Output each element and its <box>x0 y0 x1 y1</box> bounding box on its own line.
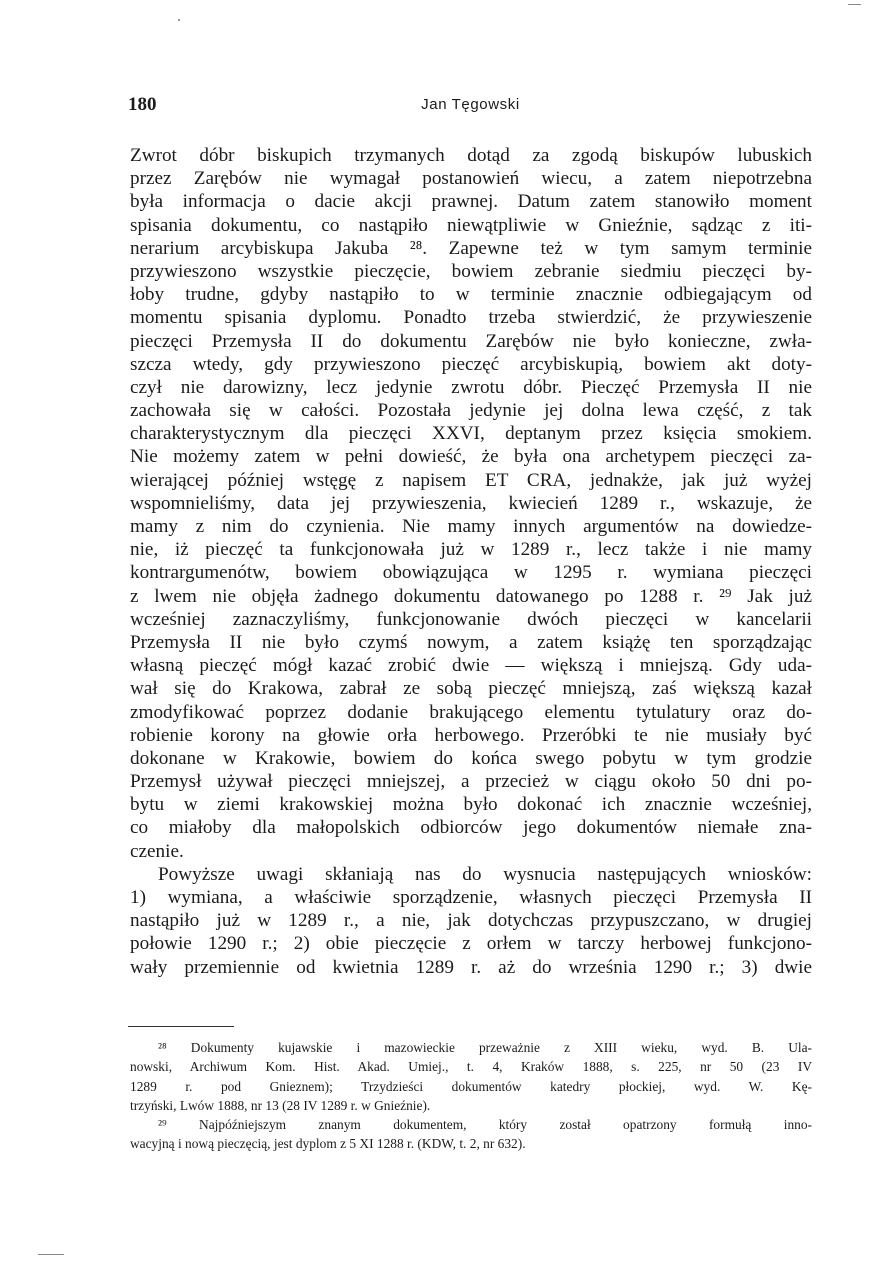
text-line: momentu spisania dyplomu. Ponadto trzeba stwierdzić, że przywieszenie <box>130 307 812 329</box>
page-header <box>128 94 813 124</box>
text-line: z lwem nie objęła żadnego dokumentu datowanego po 1288 r. ²⁹ Jak już <box>130 585 812 607</box>
body-text <box>130 144 812 979</box>
text-line: łoby trudne, gdyby nastąpiło to w terminie znacznie odbiegającym od <box>130 284 812 306</box>
footnotes <box>130 1038 812 1154</box>
running-head: Jan Tęgowski <box>421 96 520 113</box>
text-line: bytu w ziemi krakowskiej można było dokonać ich znacznie wcześniej, <box>130 794 812 816</box>
text-line: mamy z nim do czynienia. Nie mamy innych argumentów na dowiedze- <box>130 516 812 537</box>
text-line: własną pieczęć mógł kazać zrobić dwie — większą i mniejszą. Gdy uda- <box>130 655 812 677</box>
footnote-line: wacyjną i nową pieczęcią, jest dyplom z 5 XI 1288 r. (KDW, t. 2, nr 632). <box>130 1136 526 1152</box>
text-line: 1) wymiana, a właściwie sporządzenie, własnych pieczęci Przemysła II <box>130 887 812 908</box>
text-line: wały przemiennie od kwietnia 1289 r. aż do września 1290 r.; 3) dwie <box>130 956 812 978</box>
text-line: Nie możemy zatem w pełni dowieść, że była ona archetypem pieczęci za- <box>130 446 812 468</box>
footnote-line: ²⁸ Dokumenty kujawskie i mazowieckie przeważnie z XIII wieku, wyd. B. Ula- <box>158 1040 812 1055</box>
text-line: była informacja o dacie akcji prawnej. Datum zatem stanowiło moment <box>130 191 812 213</box>
footnote-line: trzyński, Lwów 1888, nr 13 (28 IV 1289 r. w Gnieźnie). <box>130 1097 431 1113</box>
text-line: kontrargumenótw, bowiem obowiązująca w 1295 r. wymiana pieczęci <box>130 562 812 584</box>
text-line: nie, iż pieczęć ta funkcjonowała już w 1289 r., lecz także i nie mamy <box>130 539 812 561</box>
scan-artifact-dot <box>178 19 180 21</box>
scan-artifact-dash <box>38 1254 64 1255</box>
text-line: wspomnieliśmy, data jej przywieszenia, kwiecień 1289 r., wskazuje, że <box>130 492 812 514</box>
text-line: połowie 1290 r.; 2) obie pieczęcie z orłem w tarczy herbowej funkcjono- <box>130 933 812 955</box>
text-line: robienie korony na głowie orła herbowego. Przeróbki te nie musiały być <box>130 724 812 746</box>
text-line: nerarium arcybiskupa Jakuba ²⁸. Zapewne też w tym samym terminie <box>130 237 812 259</box>
text-line: Powyższe uwagi skłaniają nas do wysnucia następujących wniosków: <box>158 863 812 885</box>
text-line: co miałoby dla małopolskich odbiorców jego dokumentów niemałe zna- <box>130 817 812 839</box>
text-line: zmodyfikować poprzez dodanie brakującego elementu tytulatury oraz do- <box>130 701 812 723</box>
text-line: Przemysł używał pieczęci mniejszej, a przecież w ciągu około 50 dni po- <box>130 771 812 793</box>
text-line: nastąpiło już w 1289 r., a nie, jak dotychczas przypuszczano, w drugiej <box>130 910 812 932</box>
footnote-line: nowski, Archiwum Kom. Hist. Akad. Umiej., t. 4, Kraków 1888, s. 225, nr 50 (23 IV <box>130 1059 812 1075</box>
text-line: czył nie darowizny, lecz jedynie zwrotu dóbr. Pieczęć Przemysła II nie <box>130 376 812 398</box>
footnote-line: ²⁹ Najpóźniejszym znanym dokumentem, który został opatrzony formułą inno- <box>158 1117 812 1133</box>
text-line: szcza wtedy, gdy przywieszono pieczęć arcybiskupią, bowiem akt doty- <box>130 353 812 375</box>
text-line: pieczęci Przemysła II do dokumentu Zarębów nie było konieczne, zwła- <box>130 330 812 352</box>
text-line: Zwrot dóbr biskupich trzymanych dotąd za zgodą biskupów lubuskich <box>130 145 812 166</box>
text-line: zachowała się w całości. Pozostała jedynie jej dolna lewa część, z tak <box>130 400 812 422</box>
text-line: spisania dokumentu, co nastąpiło niewątpliwie w Gnieźnie, sądząc z iti- <box>130 214 812 236</box>
text-line: czenie. <box>130 840 184 862</box>
text-line: wał się do Krakowa, zabrał ze sobą pieczęć mniejszą, zaś większą kazał <box>130 678 812 700</box>
footnote-line: 1289 r. pod Gnieznem); Trzydzieści dokumentów katedry płockiej, wyd. W. Kę- <box>130 1078 812 1094</box>
text-line: Przemysła II nie było czymś nowym, a zatem książę ten sporządzając <box>130 631 812 653</box>
text-line: przywieszono wszystkie pieczęcie, bowiem zebranie siedmiu pieczęci by- <box>130 260 812 282</box>
scan-artifact-dash <box>848 4 861 5</box>
text-line: dokonane w Krakowie, bowiem do końca swego pobytu w tym grodzie <box>130 747 812 769</box>
text-line: wierającej później wstęgę z napisem ET CRA, jednakże, jak już wyżej <box>130 469 812 491</box>
text-line: wcześniej zaznaczyliśmy, funkcjonowanie dwóch pieczęci w kancelarii <box>130 608 812 630</box>
page-number: 180 <box>128 94 157 115</box>
text-line: przez Zarębów nie wymagał postanowień wiecu, a zatem niepotrzebna <box>130 168 812 190</box>
text-line: charakterystycznym dla pieczęci XXVI, deptanym przez księcia smokiem. <box>130 423 812 445</box>
footnote-separator <box>128 1026 234 1027</box>
